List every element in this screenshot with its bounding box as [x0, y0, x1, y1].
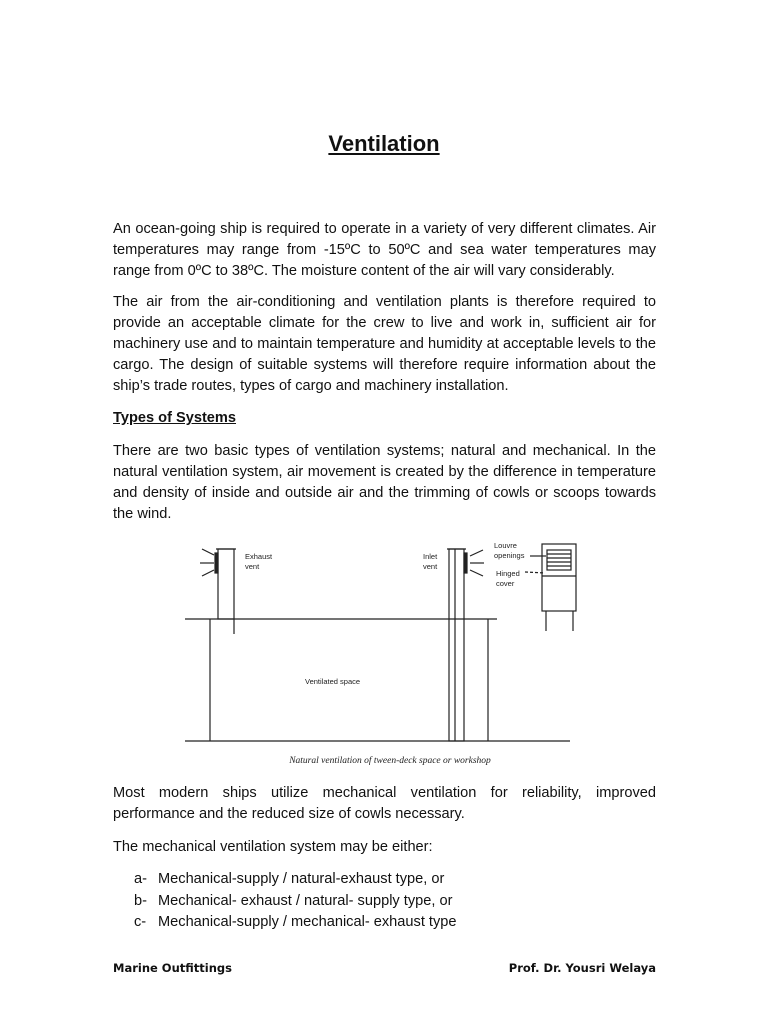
exhaust-label: Exhaust [245, 552, 273, 561]
natural-ventilation-figure [185, 538, 585, 770]
list-item-text: Mechanical-supply / mechanical- exhaust type [158, 914, 457, 930]
list-item [134, 891, 457, 913]
exhaust-label: vent [245, 562, 260, 571]
louvre-label: openings [494, 551, 525, 560]
ventilated-space-label: Ventilated space [305, 677, 361, 686]
system-types-list [134, 869, 457, 934]
exhaust-arrow [202, 570, 214, 576]
list-marker: b- [134, 892, 147, 909]
list-item [134, 869, 457, 891]
footer-author: Prof. Dr. Yousri Welaya [508, 961, 656, 975]
paragraph-climate: An ocean-going ship is required to operate in a variety of very different climates. Air temperatures may range from -15ºC to 50ºC and sea water temperatures may range from 0ºC to 38ºC. The moisture content of the air will vary considerably. [113, 221, 656, 279]
inlet-arrow [470, 550, 483, 556]
inlet-label: Inlet [423, 552, 438, 561]
hinged-cover-label: Hinged [496, 569, 520, 578]
figure-caption: Natural ventilation of tween-deck space or workshop [289, 756, 491, 766]
list-item [134, 912, 457, 934]
list-item-text: Mechanical- exhaust / natural- supply type, or [158, 892, 453, 909]
louvre-label: Louvre [494, 541, 517, 550]
list-marker: a- [134, 871, 147, 887]
exhaust-arrow [202, 549, 214, 555]
paragraph-mechanical-ships: Most modern ships utilize mechanical ventilation for reliability, improved performance and the reduced size of cowls necessary. [113, 785, 656, 822]
inlet-label: vent [423, 562, 438, 571]
paragraph-basic-types: There are two basic types of ventilation systems; natural and mechanical. In the natural ventilation system, air movement is created by the difference in temperature and density of inside and outside air and the trimming of cowls or scoops towards the wind. [113, 443, 656, 522]
page-title: Ventilation [328, 131, 440, 156]
hinged-cover-label: cover [496, 579, 515, 588]
list-marker: c- [134, 914, 147, 930]
ventilation-diagram [185, 538, 585, 770]
inlet-arrow [470, 570, 483, 576]
paragraph-mechanical-either: The mechanical ventilation system may be either: [113, 839, 433, 855]
list-item-text: Mechanical-supply / natural-exhaust type, or [158, 871, 445, 887]
exhaust-vent-stack [218, 549, 234, 619]
paragraph-air-conditioning: The air from the air-conditioning and ventilation plants is therefore required to provide an acceptable climate for the crew to live and work in, sufficient air for machinery use and to maintain temperature and humidity at acceptable levels to the cargo. The design of suitable systems will therefore require information about the ship’s trade routes, types of cargo and machinery installation. [113, 294, 656, 394]
section-heading-types: Types of Systems [113, 410, 237, 426]
footer-course-title: Marine Outfittings [113, 961, 232, 975]
inlet-vent-stack [449, 549, 464, 741]
